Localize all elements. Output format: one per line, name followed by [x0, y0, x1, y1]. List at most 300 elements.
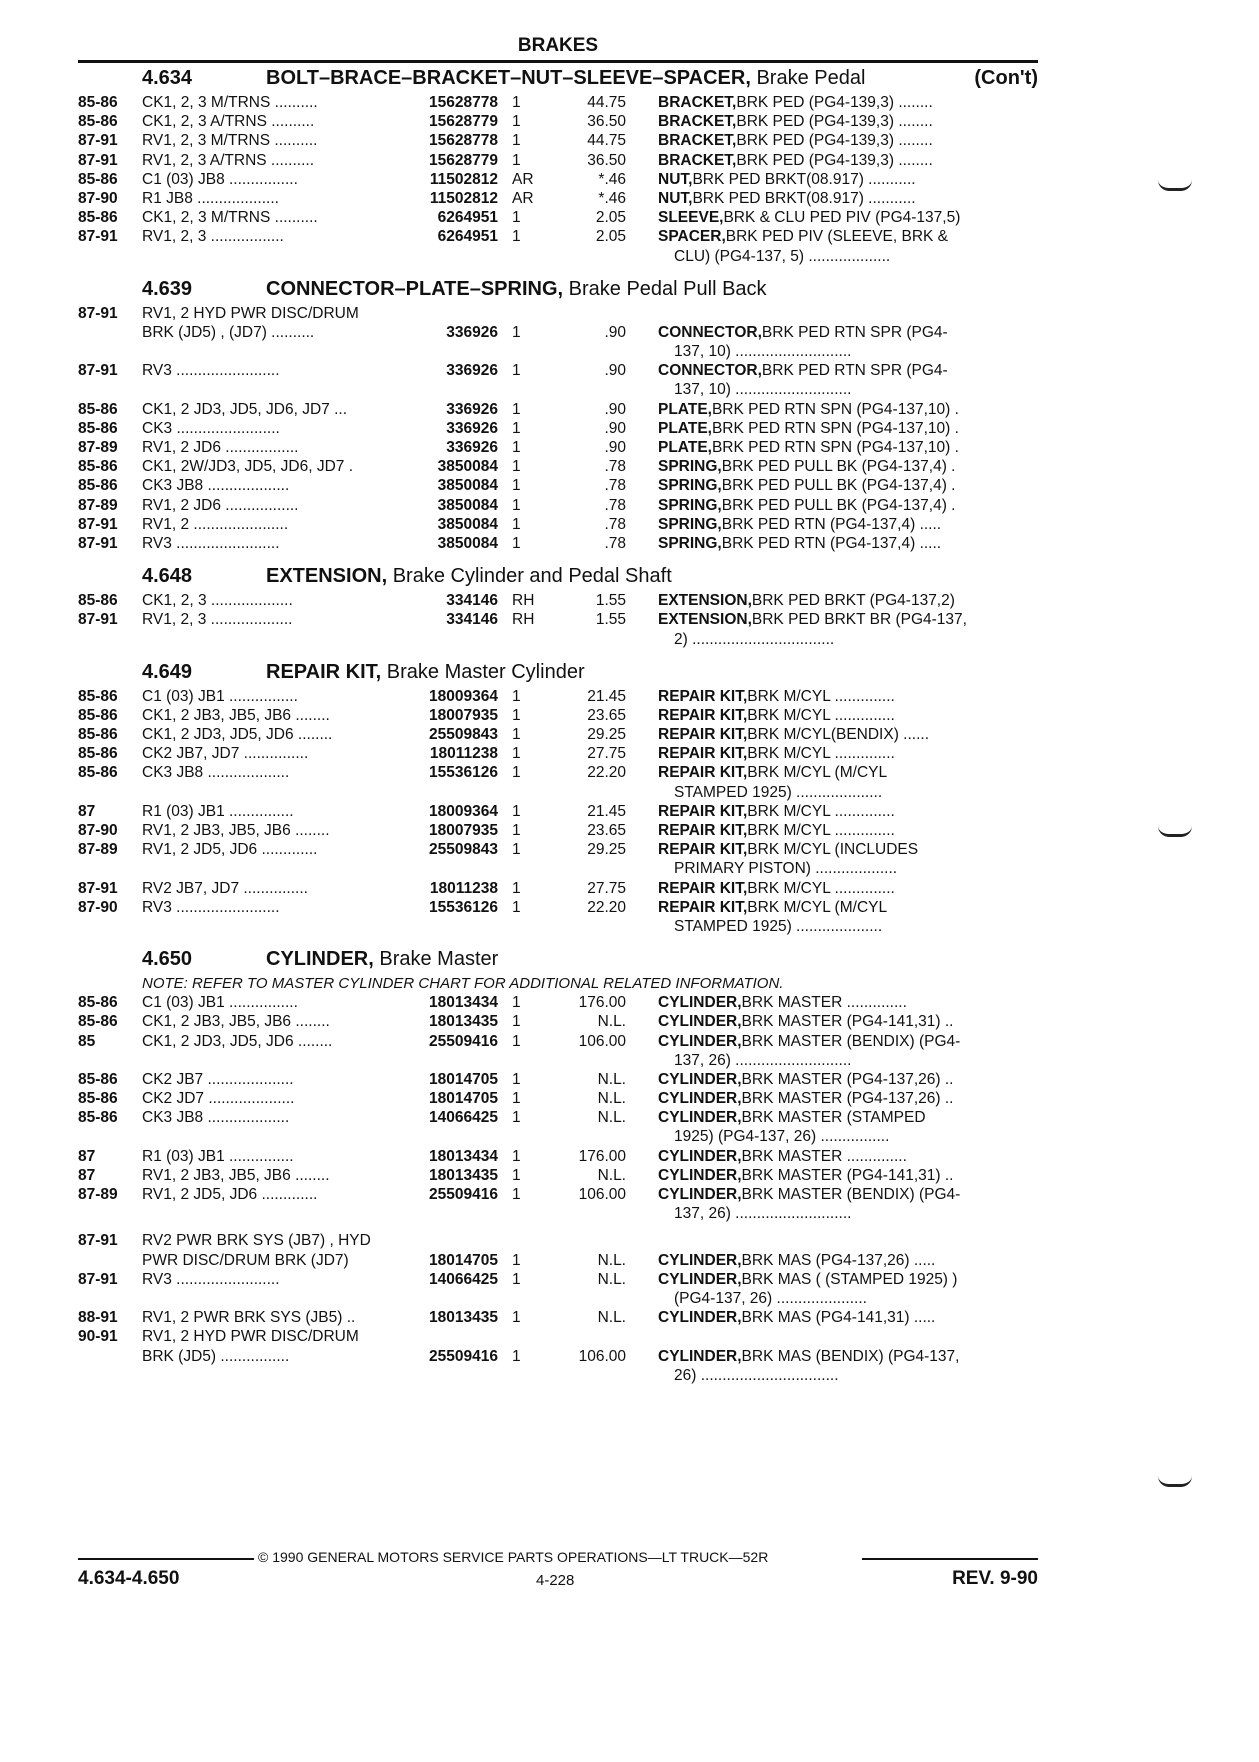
quantity: 1 — [512, 1032, 521, 1050]
model-application: RV1, 2 JD6 ................. — [142, 496, 299, 514]
model-years: 85-86 — [78, 458, 118, 476]
part-name: CYLINDER, — [658, 1070, 742, 1088]
part-detail: BRK M/CYL .............. — [747, 822, 895, 839]
parts-row — [78, 1347, 1038, 1366]
part-name: CYLINDER, — [658, 1166, 742, 1184]
price: 1.55 — [595, 592, 626, 610]
price: N.L. — [597, 1090, 626, 1108]
part-detail: BRK M/CYL .............. — [747, 879, 895, 897]
model-application: CK2 JB7, JD7 ............... — [142, 745, 309, 763]
model-years: 87-89 — [78, 841, 118, 859]
part-number: 3850084 — [437, 458, 498, 476]
model-years: 88-91 — [78, 1309, 118, 1327]
model-years: 87-91 — [78, 304, 118, 322]
part-detail: BRK PED BRKT (PG4-137,2) — [751, 592, 955, 610]
part-number: 336926 — [446, 323, 498, 341]
binder-hole-mark — [1158, 826, 1192, 837]
quantity: 1 — [512, 1090, 521, 1108]
part-number: 6264951 — [437, 228, 498, 246]
part-number: 18007935 — [429, 706, 498, 724]
part-description — [658, 725, 1038, 744]
part-number: 18009364 — [429, 802, 498, 820]
section-number: 4.650 — [142, 948, 193, 971]
model-application: RV1, 2, 3 M/TRNS .......... — [142, 132, 318, 150]
part-detail: BRK PED (PG4-139,3) ........ — [736, 132, 933, 150]
parts-row — [78, 227, 1038, 246]
part-description — [658, 1347, 1038, 1366]
section-heading — [78, 561, 1038, 591]
model-years: 85-86 — [78, 764, 118, 782]
description-continued: 1925) (PG4-137, 26) ................ — [674, 1128, 890, 1146]
part-description — [658, 687, 1038, 706]
quantity: 1 — [512, 1013, 521, 1031]
part-detail: BRK PED (PG4-139,3) ........ — [736, 94, 933, 111]
part-description — [658, 227, 1038, 246]
model-years: 85-86 — [78, 592, 118, 610]
model-years: 85-86 — [78, 994, 118, 1012]
model-years: 85-86 — [78, 687, 118, 705]
parts-row — [78, 1270, 1038, 1289]
quantity: 1 — [512, 841, 521, 859]
part-detail: BRK MAS (PG4-137,26) ..... — [741, 1251, 936, 1269]
price: .90 — [604, 323, 626, 341]
model-years: 85-86 — [78, 419, 118, 437]
model-years: 87-91 — [78, 362, 118, 380]
price: N.L. — [597, 1251, 626, 1269]
part-name: CYLINDER, — [658, 1032, 742, 1050]
part-number: 336926 — [446, 419, 498, 437]
model-application: CK3 JB8 ................... — [142, 764, 290, 782]
model-years: 87 — [78, 802, 96, 820]
model-application: CK3 JB8 ................... — [142, 477, 290, 495]
quantity: 1 — [512, 515, 521, 533]
section-number: 4.648 — [142, 565, 193, 588]
part-name: REPAIR KIT, — [658, 898, 748, 916]
section-title — [266, 948, 498, 971]
part-number: 18013435 — [429, 1309, 498, 1327]
model-application: CK1, 2 JB3, JB5, JB6 ........ — [142, 1013, 330, 1031]
parts-row — [78, 1108, 1038, 1127]
part-name: PLATE, — [658, 400, 712, 418]
part-detail: BRK MAS (BENDIX) (PG4-137, — [741, 1347, 960, 1365]
quantity: 1 — [512, 1070, 521, 1088]
part-description — [658, 419, 1038, 438]
part-detail: BRK MAS ( (STAMPED 1925) ) — [741, 1270, 958, 1288]
section-gap — [78, 266, 1038, 274]
part-number: 334146 — [446, 592, 498, 610]
part-number: 3850084 — [437, 515, 498, 533]
part-number: 15628779 — [429, 113, 498, 131]
part-name: CYLINDER, — [658, 1013, 742, 1031]
section-gap — [78, 936, 1038, 944]
model-application: CK1, 2 JD3, JD5, JD6 ........ — [142, 726, 333, 744]
part-name: SPRING, — [658, 515, 722, 533]
description-continuation — [78, 1366, 1038, 1385]
price: 23.65 — [587, 706, 626, 724]
model-application: RV1, 2, 3 ................... — [142, 611, 293, 629]
model-application: RV1, 2, 3 A/TRNS .......... — [142, 151, 314, 169]
price: .90 — [604, 400, 626, 418]
parts-row — [78, 476, 1038, 495]
model-years: 85-86 — [78, 170, 118, 188]
part-description — [658, 993, 1038, 1012]
price: N.L. — [597, 1270, 626, 1288]
price: 2.05 — [595, 228, 626, 246]
model-application: BRK (JD5) ................ — [142, 1347, 290, 1365]
page-header: BRAKES — [517, 35, 599, 56]
model-years: 87-89 — [78, 1186, 118, 1203]
model-years: 87-91 — [78, 534, 118, 552]
parts-row — [78, 1308, 1038, 1327]
part-name: BRACKET, — [658, 132, 737, 150]
part-description — [658, 821, 1038, 840]
section-title-bold: REPAIR KIT, — [266, 660, 382, 683]
part-description — [658, 1147, 1038, 1166]
part-detail: BRK M/CYL .............. — [747, 687, 895, 705]
description-continued: 137, 26) ........................... — [674, 1205, 852, 1223]
description-continuation — [78, 917, 1038, 936]
section-heading — [78, 63, 1038, 93]
model-years: 85-86 — [78, 1109, 118, 1127]
part-number: 11502812 — [429, 189, 498, 207]
part-description — [658, 802, 1038, 821]
part-detail: BRK M/CYL .............. — [747, 706, 895, 724]
section-number: 4.634 — [142, 67, 193, 89]
description-continuation — [78, 342, 1038, 361]
model-application: RV1, 2 HYD PWR DISC/DRUM — [142, 304, 359, 322]
part-name: CONNECTOR, — [658, 323, 762, 341]
quantity: 1 — [512, 458, 521, 476]
price: 22.20 — [587, 764, 626, 782]
price: .78 — [604, 534, 626, 552]
part-number: 336926 — [446, 439, 498, 456]
model-years: 85-86 — [78, 1090, 118, 1108]
description-continued: 137, 10) ........................... — [674, 381, 852, 399]
price: .78 — [604, 477, 626, 495]
part-name: SPRING, — [658, 477, 722, 495]
model-years: 87-91 — [78, 1270, 118, 1288]
description-continuation — [78, 1051, 1038, 1070]
quantity: 1 — [512, 898, 521, 916]
quantity: 1 — [512, 1251, 521, 1269]
part-number: 15628778 — [429, 94, 498, 111]
model-years: 85-86 — [78, 94, 118, 111]
part-description — [658, 1089, 1038, 1108]
model-years: 87-91 — [78, 132, 118, 150]
footer-copyright: © 1990 GENERAL MOTORS SERVICE PARTS OPERATIONS—LT TRUCK—52R — [258, 1549, 769, 1565]
parts-row — [78, 706, 1038, 725]
parts-row — [78, 1327, 1038, 1346]
description-continued: CLU) (PG4-137, 5) ................... — [674, 247, 891, 265]
part-name: NUT, — [658, 170, 693, 188]
part-name: EXTENSION, — [658, 592, 752, 610]
quantity: 1 — [512, 879, 521, 897]
part-detail: BRK PED RTN (PG4-137,4) ..... — [721, 515, 942, 533]
part-detail: BRK PED PULL BK (PG4-137,4) . — [721, 458, 956, 476]
footer-revision: REV. 9-90 — [952, 1568, 1038, 1589]
model-years: 85-86 — [78, 477, 118, 495]
model-application: RV3 ........................ — [142, 898, 280, 916]
part-number: 18014705 — [429, 1251, 498, 1269]
model-application: RV2 PWR BRK SYS (JB7) , HYD — [142, 1232, 371, 1250]
part-detail: BRK M/CYL .............. — [747, 802, 895, 820]
part-description — [658, 361, 1038, 380]
model-years: 85-86 — [78, 1070, 118, 1088]
description-continued: PRIMARY PISTON) ................... — [674, 860, 898, 878]
part-number: 18011238 — [429, 879, 498, 897]
quantity: 1 — [512, 822, 521, 839]
price: 176.00 — [578, 1147, 626, 1165]
parts-row — [78, 1185, 1038, 1204]
part-name: REPAIR KIT, — [658, 764, 748, 782]
quantity: 1 — [512, 323, 521, 341]
quantity: 1 — [512, 1109, 521, 1127]
part-name: CYLINDER, — [658, 994, 742, 1012]
part-description — [658, 515, 1038, 534]
quantity: AR — [512, 189, 534, 207]
parts-row — [78, 208, 1038, 227]
description-continuation — [78, 783, 1038, 802]
description-continued: 2) ................................. — [674, 630, 835, 648]
parts-row — [78, 744, 1038, 763]
price: 1.55 — [595, 611, 626, 629]
part-detail: BRK MASTER .............. — [741, 1147, 907, 1165]
continued-label: (Con't) — [974, 67, 1038, 89]
section-title-bold: EXTENSION, — [266, 565, 388, 588]
model-application: RV1, 2 JB3, JB5, JB6 ........ — [142, 822, 330, 839]
part-name: SPRING, — [658, 458, 722, 476]
part-number: 15536126 — [429, 764, 498, 782]
quantity: 1 — [512, 113, 521, 131]
part-description — [658, 591, 1038, 610]
part-name: REPAIR KIT, — [658, 841, 748, 859]
description-continued: STAMPED 1925) .................... — [674, 783, 883, 801]
model-application: CK3 ........................ — [142, 419, 280, 437]
quantity: 1 — [512, 496, 521, 514]
price: N.L. — [597, 1309, 626, 1327]
model-application: RV3 ........................ — [142, 534, 280, 552]
part-name: BRACKET, — [658, 151, 737, 169]
part-description — [658, 1012, 1038, 1031]
part-description — [658, 438, 1038, 457]
part-description — [658, 170, 1038, 189]
part-number: 336926 — [446, 400, 498, 418]
parts-row — [78, 304, 1038, 323]
model-years: 87-90 — [78, 822, 118, 839]
model-years: 85-86 — [78, 745, 118, 763]
part-number: 15628779 — [429, 151, 498, 169]
model-years: 90-91 — [78, 1328, 118, 1346]
part-description — [658, 476, 1038, 495]
section-note: NOTE: REFER TO MASTER CYLINDER CHART FOR ADDITIONAL RELATED INFORMATION. — [142, 975, 784, 993]
model-years: 85-86 — [78, 706, 118, 724]
part-description — [658, 93, 1038, 112]
catalog-page — [78, 34, 1038, 1393]
section-title — [266, 661, 585, 684]
part-detail: BRK MASTER (PG4-141,31) .. — [741, 1166, 954, 1184]
part-number: 18009364 — [429, 687, 498, 705]
part-name: CYLINDER, — [658, 1109, 742, 1127]
description-continuation — [78, 1289, 1038, 1308]
part-name: CYLINDER, — [658, 1090, 742, 1108]
model-application: CK1, 2 JB3, JB5, JB6 ........ — [142, 706, 330, 724]
part-detail: BRK PED RTN (PG4-137,4) ..... — [721, 534, 942, 552]
part-description — [658, 496, 1038, 515]
price: .78 — [604, 496, 626, 514]
price: 27.75 — [587, 879, 626, 897]
section-title-bold: CYLINDER, — [266, 948, 374, 971]
quantity: 1 — [512, 764, 521, 782]
part-number: 18011238 — [429, 745, 498, 763]
model-years: 85-86 — [78, 209, 118, 227]
parts-row — [78, 457, 1038, 476]
model-application: C1 (03) JB1 ................ — [142, 687, 298, 705]
model-application: CK1, 2, 3 ................... — [142, 592, 293, 610]
part-description — [658, 131, 1038, 150]
section-title — [266, 67, 865, 90]
price: 106.00 — [578, 1186, 626, 1203]
parts-row — [78, 151, 1038, 170]
part-detail: BRK PED RTN SPN (PG4-137,10) . — [711, 439, 959, 456]
price: 21.45 — [587, 802, 626, 820]
model-application: R1 (03) JB1 ............... — [142, 1147, 294, 1165]
price: 29.25 — [587, 841, 626, 859]
parts-row — [78, 170, 1038, 189]
part-description — [658, 323, 1038, 342]
model-application: RV3 ........................ — [142, 1270, 280, 1288]
footer-rule-right — [862, 1558, 1038, 1560]
parts-row — [78, 898, 1038, 917]
part-number: 25509843 — [429, 726, 498, 744]
page-footer — [78, 1546, 1038, 1606]
part-detail: BRK PED PIV (SLEEVE, BRK & — [725, 228, 949, 246]
model-application: C1 (03) JB8 ................ — [142, 170, 298, 188]
parts-row — [78, 1166, 1038, 1185]
row-gap — [78, 1223, 1038, 1231]
part-name: PLATE, — [658, 419, 712, 437]
model-application: R1 JB8 ................... — [142, 189, 279, 207]
part-number: 18013435 — [429, 1166, 498, 1184]
price: 106.00 — [578, 1347, 626, 1365]
part-description — [658, 1032, 1038, 1051]
parts-row — [78, 802, 1038, 821]
quantity: RH — [512, 611, 535, 629]
model-application: PWR DISC/DRUM BRK (JD7) — [142, 1251, 349, 1269]
part-detail: BRK MASTER .............. — [741, 994, 907, 1012]
part-detail: BRK MASTER (PG4-137,26) .. — [741, 1090, 954, 1108]
part-description — [658, 706, 1038, 725]
parts-row — [78, 993, 1038, 1012]
part-name: BRACKET, — [658, 113, 737, 131]
model-years: 87-91 — [78, 611, 118, 629]
parts-row — [78, 534, 1038, 553]
parts-row — [78, 840, 1038, 859]
quantity: 1 — [512, 706, 521, 724]
quantity: 1 — [512, 534, 521, 552]
description-continuation — [78, 1204, 1038, 1223]
price: .90 — [604, 362, 626, 380]
model-application: RV1, 2 HYD PWR DISC/DRUM — [142, 1328, 359, 1346]
price: .90 — [604, 419, 626, 437]
part-detail: BRK M/CYL .............. — [747, 745, 895, 763]
section-title-bold: CONNECTOR–PLATE–SPRING, — [266, 277, 564, 300]
price: .78 — [604, 515, 626, 533]
part-name: CYLINDER, — [658, 1147, 742, 1165]
part-number: 25509416 — [429, 1186, 498, 1203]
part-description — [658, 1108, 1038, 1127]
part-number: 25509416 — [429, 1347, 498, 1365]
model-application: RV1, 2 JD5, JD6 ............. — [142, 1186, 318, 1203]
parts-row — [78, 687, 1038, 706]
quantity: RH — [512, 592, 535, 610]
model-years: 87-90 — [78, 189, 118, 207]
section-title-rest: Brake Pedal — [750, 67, 866, 89]
model-years: 87 — [78, 1147, 96, 1165]
part-description — [658, 1185, 1038, 1204]
quantity: 1 — [512, 994, 521, 1012]
description-continued: (PG4-137, 26) ..................... — [674, 1289, 867, 1307]
footer-section-range: 4.634-4.650 — [78, 1568, 180, 1589]
model-years: 85-86 — [78, 1013, 118, 1031]
model-application: CK3 JB8 ................... — [142, 1109, 290, 1127]
part-detail: BRK PED RTN SPN (PG4-137,10) . — [711, 400, 959, 418]
description-continued: 137, 10) ........................... — [674, 343, 852, 361]
quantity: 1 — [512, 1166, 521, 1184]
price: 36.50 — [587, 151, 626, 169]
model-years: 85-86 — [78, 726, 118, 744]
price: 106.00 — [578, 1032, 626, 1050]
price: N.L. — [597, 1070, 626, 1088]
section-heading — [78, 944, 1038, 974]
section-number: 4.649 — [142, 660, 193, 683]
part-description — [658, 840, 1038, 859]
section-title-bold: BOLT–BRACE–BRACKET–NUT–SLEEVE–SPACER, — [266, 67, 751, 89]
quantity: 1 — [512, 228, 521, 246]
binder-hole-mark — [1158, 180, 1192, 191]
part-detail: BRK PED PULL BK (PG4-137,4) . — [721, 477, 956, 495]
parts-row — [78, 361, 1038, 380]
part-detail: BRK MASTER (PG4-141,31) .. — [741, 1013, 954, 1031]
parts-row — [78, 1147, 1038, 1166]
model-application: RV1, 2 PWR BRK SYS (JB5) .. — [142, 1309, 356, 1327]
binder-hole-mark — [1158, 1476, 1192, 1487]
part-detail: BRK PED RTN SPR (PG4- — [761, 323, 948, 341]
section-title — [266, 565, 672, 588]
model-application: C1 (03) JB1 ................ — [142, 994, 298, 1012]
parts-row — [78, 1089, 1038, 1108]
part-detail: BRK M/CYL (INCLUDES — [747, 841, 919, 859]
part-description — [658, 879, 1038, 898]
parts-row — [78, 1070, 1038, 1089]
quantity: 1 — [512, 362, 521, 380]
model-years: 87-91 — [78, 1232, 118, 1250]
model-application: CK1, 2, 3 M/TRNS .......... — [142, 209, 318, 227]
model-years: 87-89 — [78, 439, 118, 456]
model-years: 87 — [78, 1166, 96, 1184]
quantity: 1 — [512, 94, 521, 111]
description-continuation — [78, 859, 1038, 878]
model-application: CK1, 2, 3 M/TRNS .......... — [142, 94, 318, 111]
part-detail: BRK PED BRKT(08.917) ........... — [692, 170, 916, 188]
part-name: REPAIR KIT, — [658, 822, 748, 839]
model-application: BRK (JD5) , (JD7) .......... — [142, 323, 315, 341]
part-number: 18013435 — [429, 1013, 498, 1031]
part-name: REPAIR KIT, — [658, 687, 748, 705]
model-application: RV1, 2 JD6 ................. — [142, 439, 299, 456]
quantity: 1 — [512, 687, 521, 705]
model-application: CK1, 2 JD3, JD5, JD6 ........ — [142, 1032, 333, 1050]
part-detail: BRK M/CYL (M/CYL — [747, 764, 888, 782]
